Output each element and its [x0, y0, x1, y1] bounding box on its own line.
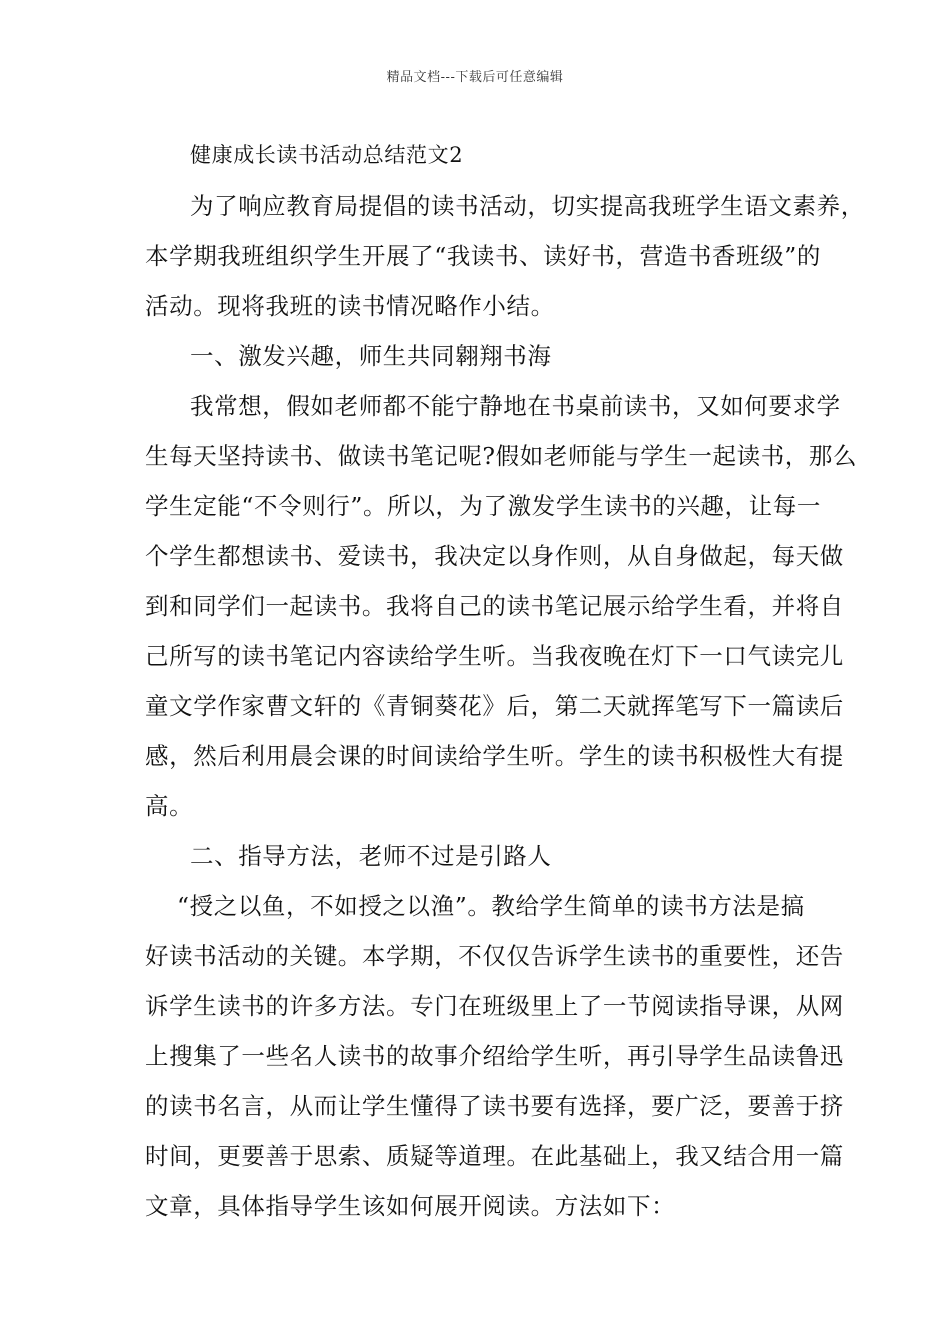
- paragraph-line: 己所写的读书笔记内容读给学生听。当我夜晚在灯下一口气读完儿: [145, 642, 844, 670]
- paragraph-line: 感，然后利用晨会课的时间读给学生听。学生的读书积极性大有提: [145, 742, 844, 770]
- paragraph-line: 活动。现将我班的读书情况略作小结。: [145, 292, 555, 320]
- paragraph-line: 为了响应教育局提倡的读书活动，切实提高我班学生语文素养，: [190, 192, 865, 220]
- paragraph-line: “授之以鱼，不如授之以渔”。教给学生简单的读书方法是搞: [177, 892, 805, 920]
- paragraph-line: 上搜集了一些名人读书的故事介绍给学生听，再引导学生品读鲁迅: [145, 1042, 844, 1070]
- section-heading: 二、指导方法，老师不过是引路人: [190, 842, 552, 870]
- paragraph-line: 学生定能“不令则行”。所以，为了激发学生读书的兴趣，让每一: [145, 492, 821, 520]
- section-heading: 一、激发兴趣，师生共同翱翔书海: [190, 342, 552, 370]
- paragraph-line: 个学生都想读书、爱读书，我决定以身作则，从自身做起，每天做: [145, 542, 844, 570]
- paragraph-line: 文章，具体指导学生该如何展开阅读。方法如下：: [145, 1192, 676, 1220]
- paragraph-line: 童文学作家曹文轩的《青铜葵花》后，第二天就挥笔写下一篇读后: [145, 692, 844, 720]
- document-title: 健康成长读书活动总结范文2: [190, 143, 464, 167]
- paragraph-line: 生每天坚持读书、做读书笔记呢?假如老师能与学生一起读书，那么: [145, 442, 858, 470]
- paragraph-line: 我常想，假如老师都不能宁静地在书桌前读书，又如何要求学: [190, 392, 841, 420]
- page-header: 精品文档---下载后可任意编辑: [386, 70, 564, 85]
- paragraph-line: 时间，更要善于思索、质疑等道理。在此基础上，我又结合用一篇: [145, 1142, 844, 1170]
- paragraph-line: 高。: [145, 792, 194, 820]
- paragraph-line: 到和同学们一起读书。我将自己的读书笔记展示给学生看，并将自: [145, 592, 844, 620]
- paragraph-line: 的读书名言，从而让学生懂得了读书要有选择，要广泛，要善于挤: [145, 1092, 844, 1120]
- paragraph-line: 本学期我班组织学生开展了“我读书、读好书，营造书香班级”的: [145, 242, 821, 270]
- paragraph-line: 诉学生读书的许多方法。专门在班级里上了一节阅读指导课，从网: [145, 992, 844, 1020]
- paragraph-line: 好读书活动的关键。本学期，不仅仅告诉学生读书的重要性，还告: [145, 942, 844, 970]
